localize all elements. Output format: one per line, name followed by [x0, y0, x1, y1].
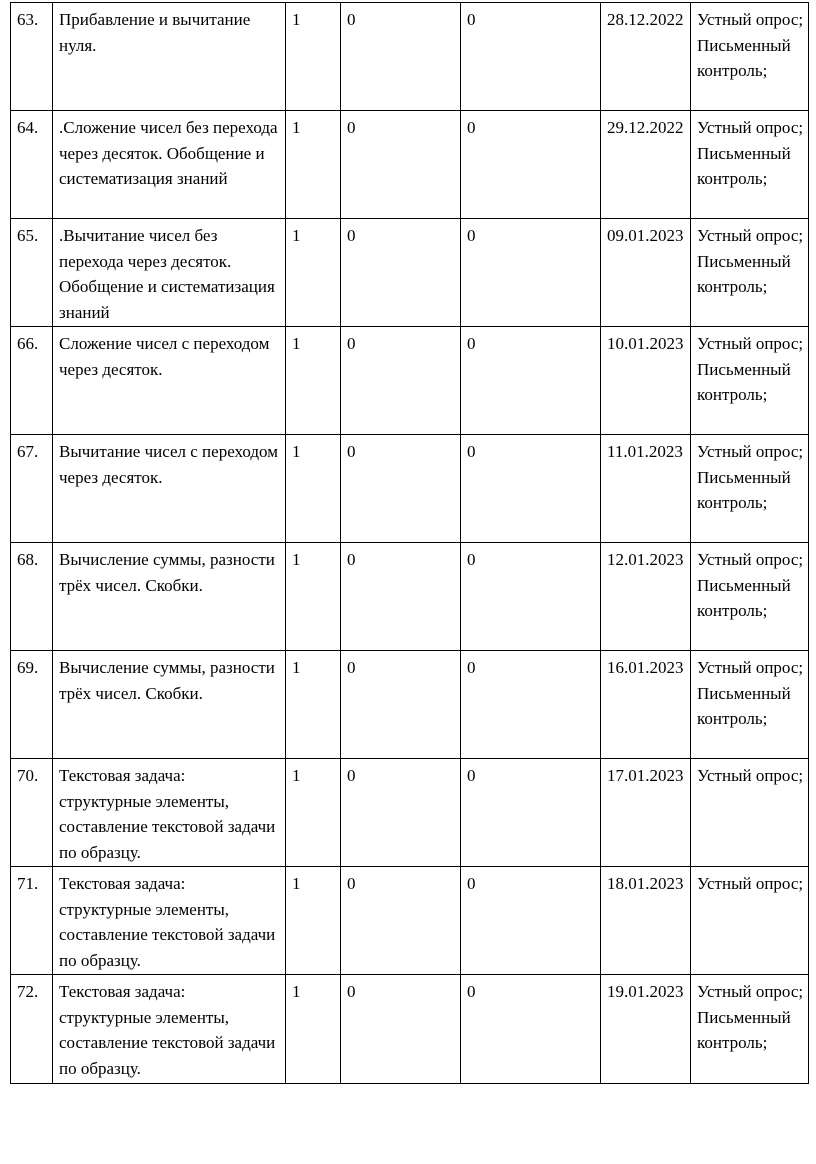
control-form: Устный опрос;	[697, 766, 804, 785]
lesson-number: 71.	[11, 867, 53, 975]
control-form: Письменный контроль;	[697, 467, 791, 513]
control-form: Письменный контроль;	[697, 35, 791, 81]
lesson-plan-body	[11, 3, 809, 1084]
lesson-hours: 1	[286, 543, 341, 651]
control-form: Устный опрос;	[697, 658, 804, 677]
lesson-hours: 1	[286, 327, 341, 435]
practical-works-count: 0	[461, 867, 601, 975]
control-form: Устный опрос;	[697, 226, 804, 245]
lesson-date: 16.01.2023	[601, 651, 691, 759]
lesson-hours: 1	[286, 759, 341, 867]
lesson-number: 66.	[11, 327, 53, 435]
table-row	[11, 219, 809, 327]
lesson-date: 10.01.2023	[601, 327, 691, 435]
table-row	[11, 759, 809, 867]
table-row	[11, 435, 809, 543]
practical-works-count: 0	[461, 435, 601, 543]
control-form: Устный опрос;	[697, 550, 804, 569]
lesson-number: 72.	[11, 975, 53, 1084]
lesson-number: 67.	[11, 435, 53, 543]
practical-works-count: 0	[461, 3, 601, 111]
practical-works-count: 0	[461, 651, 601, 759]
lesson-hours: 1	[286, 111, 341, 219]
lesson-plan-table	[10, 2, 809, 1084]
control-form-cell	[691, 543, 809, 651]
control-form: Письменный контроль;	[697, 1007, 791, 1053]
lesson-number: 64.	[11, 111, 53, 219]
control-form: Устный опрос;	[697, 118, 804, 137]
lesson-topic: .Сложение чисел без перехода через десяток. Обобщение и систематизация знаний	[53, 111, 286, 219]
control-form: Устный опрос;	[697, 442, 804, 461]
lesson-number: 70.	[11, 759, 53, 867]
lesson-topic: Вычисление суммы, разности трёх чисел. Скобки.	[53, 651, 286, 759]
control-form-cell	[691, 975, 809, 1084]
control-works-count: 0	[341, 111, 461, 219]
lesson-date: 12.01.2023	[601, 543, 691, 651]
lesson-number: 69.	[11, 651, 53, 759]
control-form: Устный опрос;	[697, 982, 804, 1001]
table-row	[11, 543, 809, 651]
control-form: Устный опрос;	[697, 334, 804, 353]
control-works-count: 0	[341, 435, 461, 543]
lesson-topic: Вычитание чисел с переходом через десяток.	[53, 435, 286, 543]
lesson-date: 29.12.2022	[601, 111, 691, 219]
practical-works-count: 0	[461, 219, 601, 327]
lesson-date: 17.01.2023	[601, 759, 691, 867]
control-form: Письменный контроль;	[697, 575, 791, 621]
control-form-cell	[691, 3, 809, 111]
practical-works-count: 0	[461, 759, 601, 867]
lesson-hours: 1	[286, 867, 341, 975]
lesson-topic: Текстовая задача: структурные элементы, составление текстовой задачи по образцу.	[53, 759, 286, 867]
control-form: Письменный контроль;	[697, 143, 791, 189]
control-form-cell	[691, 435, 809, 543]
lesson-date: 28.12.2022	[601, 3, 691, 111]
control-form-cell	[691, 867, 809, 975]
control-form-cell	[691, 651, 809, 759]
practical-works-count: 0	[461, 543, 601, 651]
control-works-count: 0	[341, 543, 461, 651]
table-row	[11, 975, 809, 1084]
lesson-date: 19.01.2023	[601, 975, 691, 1084]
control-works-count: 0	[341, 219, 461, 327]
table-row	[11, 867, 809, 975]
control-form-cell	[691, 219, 809, 327]
control-form: Письменный контроль;	[697, 359, 791, 405]
lesson-hours: 1	[286, 975, 341, 1084]
lesson-hours: 1	[286, 435, 341, 543]
lesson-topic: .Вычитание чисел без перехода через десяток. Обобщение и систематизация знаний	[53, 219, 286, 327]
table-row	[11, 111, 809, 219]
control-form-cell	[691, 327, 809, 435]
lesson-topic: Вычисление суммы, разности трёх чисел. Скобки.	[53, 543, 286, 651]
lesson-number: 65.	[11, 219, 53, 327]
table-row	[11, 651, 809, 759]
control-form: Письменный контроль;	[697, 251, 791, 297]
control-form: Устный опрос;	[697, 874, 804, 893]
lesson-hours: 1	[286, 3, 341, 111]
lesson-date: 18.01.2023	[601, 867, 691, 975]
lesson-number: 63.	[11, 3, 53, 111]
table-row	[11, 3, 809, 111]
control-works-count: 0	[341, 327, 461, 435]
control-works-count: 0	[341, 651, 461, 759]
lesson-number: 68.	[11, 543, 53, 651]
lesson-topic: Прибавление и вычитание нуля.	[53, 3, 286, 111]
practical-works-count: 0	[461, 111, 601, 219]
lesson-topic: Текстовая задача: структурные элементы, составление текстовой задачи по образцу.	[53, 975, 286, 1084]
lesson-date: 09.01.2023	[601, 219, 691, 327]
lesson-topic: Текстовая задача: структурные элементы, составление текстовой задачи по образцу.	[53, 867, 286, 975]
lesson-topic: Сложение чисел с переходом через десяток.	[53, 327, 286, 435]
lesson-hours: 1	[286, 651, 341, 759]
control-works-count: 0	[341, 3, 461, 111]
table-row	[11, 327, 809, 435]
lesson-hours: 1	[286, 219, 341, 327]
control-works-count: 0	[341, 759, 461, 867]
practical-works-count: 0	[461, 975, 601, 1084]
control-works-count: 0	[341, 867, 461, 975]
control-form: Устный опрос;	[697, 10, 804, 29]
control-form: Письменный контроль;	[697, 683, 791, 729]
control-form-cell	[691, 111, 809, 219]
lesson-date: 11.01.2023	[601, 435, 691, 543]
control-works-count: 0	[341, 975, 461, 1084]
practical-works-count: 0	[461, 327, 601, 435]
control-form-cell	[691, 759, 809, 867]
